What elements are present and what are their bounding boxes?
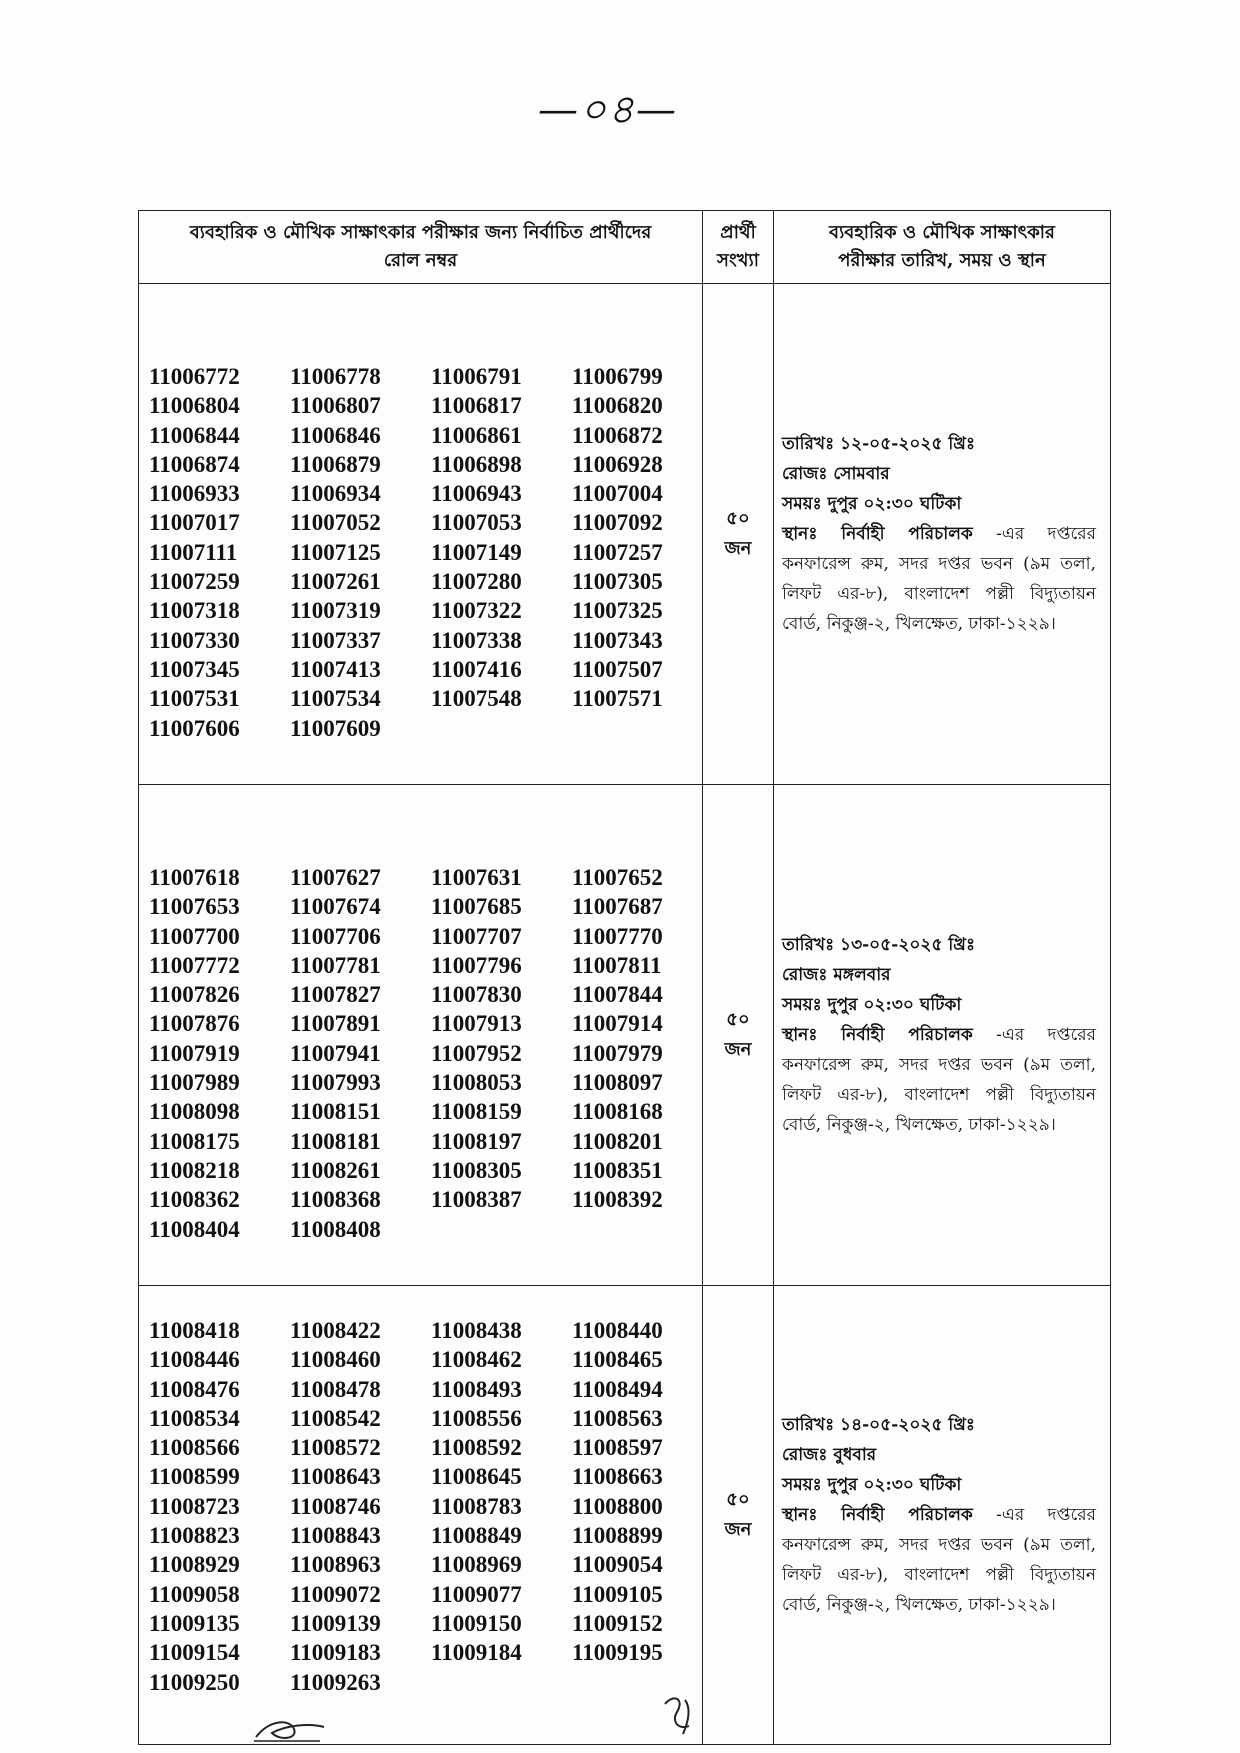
roll-number: 11008963 [290, 1552, 381, 1578]
roll-number: 11008929 [149, 1552, 240, 1578]
roll-number: 11009195 [572, 1640, 663, 1666]
roll-number: 11007827 [290, 982, 381, 1008]
venue-text: -এর দপ্তরের কনফারেন্স রুম, সদর দপ্তর ভবন (৯ম তলা, লিফট এর-৮), বাংলাদেশ পল্লী বিদ্যুতায়ন বোর্ড, নিকুঞ্জ-২, খিলক্ষেত, ঢাকা-১২২৯। [782, 1025, 1096, 1135]
exam-date: তারিখঃ ১৩-০৫-২০২৫ খ্রিঃ [782, 935, 976, 955]
candidate-count-cell [703, 1286, 774, 1745]
roll-number: 11007571 [572, 686, 663, 712]
roll-number: 11008201 [572, 1128, 663, 1154]
roll-numbers-header: ব্যবহারিক ও মৌখিক সাক্ষাৎকার পরীক্ষার জন্য নির্বাচিত প্রার্থীদের রোল নম্বর [139, 211, 703, 284]
roll-number: 11007652 [572, 865, 663, 890]
exam-time: সময়ঃ দুপুর ০২:৩০ ঘটিকা [782, 1475, 962, 1495]
signature-mark [250, 1715, 330, 1745]
roll-number: 11007004 [572, 481, 663, 507]
roll-number: 11007149 [431, 539, 522, 565]
roll-number: 11008476 [149, 1376, 240, 1402]
roll-number: 11006844 [149, 422, 240, 448]
roll-number: 11007700 [149, 923, 240, 949]
roll-number: 11007796 [431, 952, 522, 978]
roll-number: 11007631 [431, 865, 522, 890]
roll-number: 11007259 [149, 569, 240, 595]
roll-number: 11006861 [431, 422, 522, 448]
roll-number: 11007609 [290, 715, 381, 741]
roll-number: 11008783 [431, 1493, 522, 1519]
roll-number: 11008746 [290, 1493, 381, 1519]
roll-number: 11008098 [149, 1099, 240, 1125]
venue-label: স্থানঃ নির্বাহী পরিচালক [782, 1505, 973, 1525]
roll-number: 11007781 [290, 952, 381, 978]
roll-number: 11007017 [149, 510, 240, 536]
roll-number: 11008387 [431, 1187, 522, 1213]
roll-number: 11008643 [290, 1464, 381, 1490]
roll-number: 11008438 [431, 1318, 522, 1343]
roll-number: 11006934 [290, 481, 381, 507]
roll-number: 11009184 [431, 1640, 522, 1666]
roll-number: 11008899 [572, 1523, 663, 1549]
schedule-cell [774, 785, 1111, 1286]
count-unit: জন [724, 1039, 752, 1060]
page-number: —০৪— [538, 87, 678, 133]
roll-number: 11006804 [149, 393, 240, 419]
roll-number: 11008534 [149, 1405, 240, 1431]
schedule-header: ব্যবহারিক ও মৌখিক সাক্ষাৎকার পরীক্ষার তারিখ, সময় ও স্থান [774, 211, 1111, 284]
roll-number: 11008218 [149, 1157, 240, 1183]
roll-number: 11006791 [431, 364, 522, 389]
roll-number: 11007261 [290, 569, 381, 595]
roll-number: 11007830 [431, 982, 522, 1008]
roll-number: 11007092 [572, 510, 663, 536]
roll-numbers-cell [139, 1286, 703, 1745]
roll-number: 11008556 [431, 1405, 522, 1431]
roll-number: 11007531 [149, 686, 240, 712]
roll-number: 11007111 [149, 539, 238, 565]
roll-number: 11007345 [149, 656, 240, 682]
roll-number: 11008465 [572, 1347, 663, 1373]
roll-number: 11008368 [290, 1187, 381, 1213]
schedule-cell [774, 284, 1111, 785]
roll-number: 11007325 [572, 598, 663, 624]
roll-number: 11007844 [572, 982, 663, 1008]
roll-number: 11006879 [290, 451, 381, 477]
roll-number: 11009250 [149, 1669, 240, 1695]
exam-day: রোজঃ বুধবার [782, 1445, 877, 1465]
roll-number: 11007876 [149, 1011, 240, 1037]
roll-number: 11007305 [572, 569, 663, 595]
count-unit: জন [724, 538, 752, 559]
table-header-row [139, 211, 1111, 284]
roll-number: 11009152 [572, 1610, 663, 1636]
roll-number: 11007618 [149, 865, 240, 890]
roll-number: 11007674 [290, 894, 381, 920]
roll-number: 11008440 [572, 1318, 663, 1343]
roll-number: 11008181 [290, 1128, 381, 1154]
roll-number: 11007606 [149, 715, 240, 741]
roll-number: 11007989 [149, 1070, 240, 1096]
roll-number: 11008446 [149, 1347, 240, 1373]
roll-number: 11008843 [290, 1523, 381, 1549]
roll-number: 11008542 [290, 1405, 381, 1431]
roll-number: 11008462 [431, 1347, 522, 1373]
roll-number: 11007125 [290, 539, 381, 565]
roll-number: 11007627 [290, 865, 381, 890]
exam-date: তারিখঃ ১৪-০৫-২০২৫ খ্রিঃ [782, 1415, 975, 1435]
roll-number: 11008663 [572, 1464, 663, 1490]
roll-number: 11007343 [572, 627, 663, 653]
table-row [139, 1286, 1111, 1745]
roll-number: 11008151 [290, 1099, 381, 1125]
roll-number: 11007811 [572, 952, 662, 978]
roll-number: 11009139 [290, 1610, 381, 1636]
roll-number: 11008404 [149, 1216, 240, 1242]
roll-number: 11008159 [431, 1099, 522, 1125]
exam-time: সময়ঃ দুপুর ০২:৩০ ঘটিকা [782, 494, 962, 514]
roll-number: 11009054 [572, 1552, 663, 1578]
count-number: ৫০ [726, 1009, 750, 1030]
roll-number: 11007914 [572, 1011, 663, 1037]
roll-number: 11007534 [290, 686, 381, 712]
roll-number: 11006820 [572, 393, 663, 419]
roll-number: 11006943 [431, 481, 522, 507]
roll-number: 11008422 [290, 1318, 381, 1343]
roll-number: 11007687 [572, 894, 663, 920]
roll-number: 11008493 [431, 1376, 522, 1402]
roll-number: 11008460 [290, 1347, 381, 1373]
roll-number: 11008597 [572, 1435, 663, 1461]
roll-number: 11009263 [290, 1669, 381, 1695]
roll-number: 11009183 [290, 1640, 381, 1666]
exam-time: সময়ঃ দুপুর ০২:৩০ ঘটিকা [782, 995, 962, 1015]
candidate-count-cell [703, 785, 774, 1286]
roll-number: 11006846 [290, 422, 381, 448]
roll-number: 11008305 [431, 1157, 522, 1183]
count-number: ৫০ [726, 1489, 750, 1510]
roll-number: 11006807 [290, 393, 381, 419]
roll-number: 11007913 [431, 1011, 522, 1037]
roll-numbers-cell [139, 284, 703, 785]
roll-number: 11007952 [431, 1040, 522, 1066]
roll-number: 11008494 [572, 1376, 663, 1402]
roll-number: 11008175 [149, 1128, 240, 1154]
roll-number: 11008418 [149, 1318, 240, 1343]
exam-day: রোজঃ মঙ্গলবার [782, 965, 891, 985]
roll-number: 11006799 [572, 364, 663, 389]
roll-number: 11009072 [290, 1581, 381, 1607]
roll-number: 11007416 [431, 656, 522, 682]
roll-number: 11007706 [290, 923, 381, 949]
roll-number: 11008800 [572, 1493, 663, 1519]
roll-number: 11008392 [572, 1187, 663, 1213]
roll-number: 11009077 [431, 1581, 522, 1607]
roll-number: 11009154 [149, 1640, 240, 1666]
roll-number: 11007993 [290, 1070, 381, 1096]
roll-number: 11007653 [149, 894, 240, 920]
roll-number: 11008645 [431, 1464, 522, 1490]
roll-number: 11007052 [290, 510, 381, 536]
roll-number: 11007979 [572, 1040, 663, 1066]
roll-number: 11006928 [572, 451, 663, 477]
roll-number: 11009135 [149, 1610, 240, 1636]
roll-number: 11006817 [431, 393, 522, 419]
roll-number: 11008097 [572, 1070, 663, 1096]
candidate-schedule-table [138, 210, 1111, 1745]
count-unit: জন [724, 1519, 752, 1540]
roll-number: 11009058 [149, 1581, 240, 1607]
roll-number: 11008168 [572, 1099, 663, 1125]
venue-text: -এর দপ্তরের কনফারেন্স রুম, সদর দপ্তর ভবন (৯ম তলা, লিফট এর-৮), বাংলাদেশ পল্লী বিদ্যুতায়ন বোর্ড, নিকুঞ্জ-২, খিলক্ষেত, ঢাকা-১২২৯। [782, 524, 1096, 634]
count-number: ৫০ [726, 508, 750, 529]
venue-label: স্থানঃ নির্বাহী পরিচালক [782, 1025, 973, 1045]
roll-numbers-cell [139, 785, 703, 1286]
candidate-count-cell [703, 284, 774, 785]
candidate-count-header: প্রার্থী সংখ্যা [703, 211, 774, 284]
roll-number: 11006778 [290, 364, 381, 389]
roll-number: 11008563 [572, 1405, 663, 1431]
roll-number: 11007322 [431, 598, 522, 624]
roll-number: 11008197 [431, 1128, 522, 1154]
roll-number: 11007770 [572, 923, 663, 949]
venue-label: স্থানঃ নির্বাহী পরিচালক [782, 524, 973, 544]
roll-number: 11008408 [290, 1216, 381, 1242]
roll-number: 11007507 [572, 656, 663, 682]
roll-number: 11008723 [149, 1493, 240, 1519]
roll-number: 11006898 [431, 451, 522, 477]
roll-number: 11008053 [431, 1070, 522, 1096]
roll-number: 11007257 [572, 539, 663, 565]
roll-number: 11008261 [290, 1157, 381, 1183]
roll-number: 11007941 [290, 1040, 381, 1066]
roll-number: 11007891 [290, 1011, 381, 1037]
roll-number: 11007338 [431, 627, 522, 653]
roll-number: 11006874 [149, 451, 240, 477]
table-row [139, 785, 1111, 1286]
venue-text: -এর দপ্তরের কনফারেন্স রুম, সদর দপ্তর ভবন (৯ম তলা, লিফট এর-৮), বাংলাদেশ পল্লী বিদ্যুতায়ন বোর্ড, নিকুঞ্জ-২, খিলক্ষেত, ঢাকা-১২২৯। [782, 1505, 1096, 1615]
roll-number: 11008478 [290, 1376, 381, 1402]
roll-number: 11006872 [572, 422, 663, 448]
roll-number: 11007685 [431, 894, 522, 920]
roll-list [139, 1286, 702, 1697]
roll-number: 11007053 [431, 510, 522, 536]
roll-number: 11008572 [290, 1435, 381, 1461]
roll-number: 11008823 [149, 1523, 240, 1549]
exam-date: তারিখঃ ১২-০৫-২০২৫ খ্রিঃ [782, 434, 976, 454]
roll-number: 11007319 [290, 598, 381, 624]
roll-number: 11007772 [149, 952, 240, 978]
initial-mark [655, 1690, 705, 1740]
roll-number: 11007826 [149, 982, 240, 1008]
roll-number: 11006933 [149, 481, 240, 507]
roll-number: 11007919 [149, 1040, 240, 1066]
roll-number: 11007318 [149, 598, 240, 624]
schedule-cell [774, 1286, 1111, 1745]
roll-number: 11007337 [290, 627, 381, 653]
roll-number: 11007280 [431, 569, 522, 595]
roll-number: 11006772 [149, 364, 240, 389]
roll-number: 11009150 [431, 1610, 522, 1636]
roll-number: 11007330 [149, 627, 240, 653]
roll-number: 11008599 [149, 1464, 240, 1490]
roll-number: 11008969 [431, 1552, 522, 1578]
roll-number: 11008566 [149, 1435, 240, 1461]
roll-number: 11008849 [431, 1523, 522, 1549]
table-row [139, 284, 1111, 785]
roll-list [139, 785, 702, 1244]
exam-day: রোজঃ সোমবার [782, 464, 890, 484]
roll-list [139, 284, 702, 743]
roll-number: 11008592 [431, 1435, 522, 1461]
roll-number: 11007548 [431, 686, 522, 712]
roll-number: 11007413 [290, 656, 381, 682]
roll-number: 11009105 [572, 1581, 663, 1607]
roll-number: 11007707 [431, 923, 522, 949]
roll-number: 11008351 [572, 1157, 663, 1183]
roll-number: 11008362 [149, 1187, 240, 1213]
